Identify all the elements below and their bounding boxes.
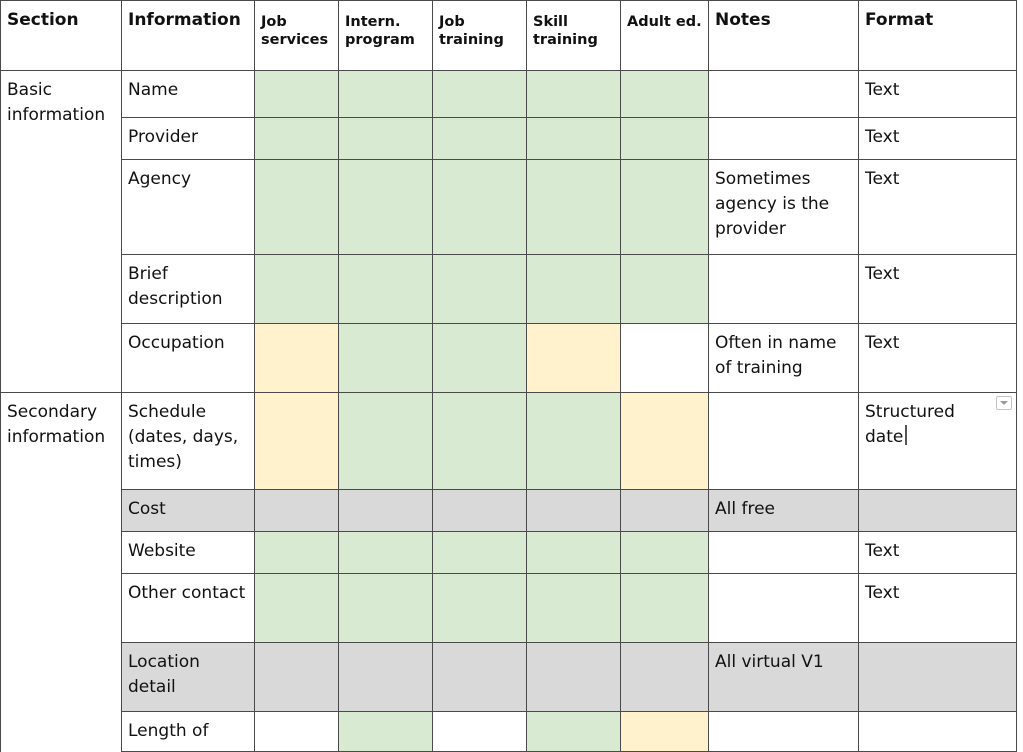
format-cell[interactable]: Text [859,324,1017,393]
status-cell-adult-ed[interactable] [621,712,709,752]
header-adult-ed[interactable]: Adult ed. [621,1,709,71]
status-cell-skill-training[interactable] [527,160,621,255]
status-cell-job-training[interactable] [433,255,527,324]
status-cell-intern-program[interactable] [339,643,433,712]
notes-cell[interactable]: Sometimes agency is the provider [709,160,859,255]
notes-cell[interactable] [709,532,859,574]
text-cursor [905,425,907,445]
status-cell-skill-training[interactable] [527,393,621,490]
status-cell-job-training[interactable] [433,118,527,160]
header-section[interactable]: Section [1,1,122,71]
status-cell-skill-training[interactable] [527,712,621,752]
status-cell-job-training[interactable] [433,71,527,118]
status-cell-job-services[interactable] [255,118,339,160]
status-cell-adult-ed[interactable] [621,574,709,643]
status-cell-adult-ed[interactable] [621,118,709,160]
table-row [1,255,1017,324]
notes-cell[interactable] [709,712,859,752]
section-label: Basic information [7,80,106,125]
header-skill-training[interactable]: Skill training [527,1,621,71]
notes-cell[interactable] [709,393,859,490]
notes-cell[interactable] [709,255,859,324]
information-cell[interactable]: Name [122,71,255,118]
status-cell-intern-program[interactable] [339,574,433,643]
status-cell-job-training[interactable] [433,490,527,532]
status-cell-skill-training[interactable] [527,490,621,532]
status-cell-intern-program[interactable] [339,324,433,393]
status-cell-intern-program[interactable] [339,532,433,574]
information-cell[interactable]: Brief description [122,255,255,324]
format-cell[interactable] [859,393,1017,490]
status-cell-job-services[interactable] [255,490,339,532]
information-cell[interactable]: Length of [122,712,255,752]
status-cell-adult-ed[interactable] [621,71,709,118]
status-cell-job-services[interactable] [255,71,339,118]
table-row [1,490,1017,532]
table-row [1,324,1017,393]
status-cell-job-services[interactable] [255,160,339,255]
notes-cell[interactable]: All free [709,490,859,532]
status-cell-adult-ed[interactable] [621,643,709,712]
header-notes[interactable]: Notes [709,1,859,71]
format-text: Structured date [865,402,955,447]
information-cell[interactable]: Other contact [122,574,255,643]
status-cell-adult-ed[interactable] [621,160,709,255]
information-cell[interactable]: Location detail [122,643,255,712]
section-secondary-information[interactable] [1,393,122,752]
dropdown-arrow-icon[interactable] [996,396,1012,410]
status-cell-skill-training[interactable] [527,574,621,643]
status-cell-job-training[interactable] [433,574,527,643]
table-row [1,393,1017,490]
notes-cell[interactable] [709,71,859,118]
status-cell-intern-program[interactable] [339,71,433,118]
notes-cell[interactable] [709,574,859,643]
table-row [1,71,1017,118]
section-basic-information[interactable] [1,71,122,393]
header-row [1,1,1017,71]
status-cell-skill-training[interactable] [527,255,621,324]
status-cell-job-services[interactable] [255,712,339,752]
notes-cell[interactable]: Often in name of training [709,324,859,393]
format-cell[interactable]: Text [859,118,1017,160]
status-cell-adult-ed[interactable] [621,324,709,393]
status-cell-skill-training[interactable] [527,71,621,118]
status-cell-job-training[interactable] [433,532,527,574]
notes-cell[interactable] [709,118,859,160]
status-cell-intern-program[interactable] [339,160,433,255]
format-cell[interactable]: Text [859,71,1017,118]
information-cell[interactable]: Cost [122,490,255,532]
status-cell-job-services[interactable] [255,643,339,712]
format-cell[interactable]: Text [859,532,1017,574]
information-cell[interactable]: Occupation [122,324,255,393]
status-cell-intern-program[interactable] [339,393,433,490]
status-cell-job-training[interactable] [433,712,527,752]
status-cell-adult-ed[interactable] [621,393,709,490]
table-row [1,712,1017,752]
format-cell[interactable] [859,712,1017,752]
status-cell-job-services[interactable] [255,324,339,393]
header-intern-program[interactable]: Intern. program [339,1,433,71]
status-cell-intern-program[interactable] [339,712,433,752]
section-label: Secondary information [7,402,106,447]
header-format[interactable]: Format [859,1,1017,71]
table-row [1,532,1017,574]
status-cell-intern-program[interactable] [339,118,433,160]
status-cell-job-services[interactable] [255,532,339,574]
notes-cell[interactable]: All virtual V1 [709,643,859,712]
status-cell-job-training[interactable] [433,324,527,393]
format-cell[interactable]: Text [859,255,1017,324]
status-cell-job-training[interactable] [433,643,527,712]
header-job-services[interactable]: Job services [255,1,339,71]
format-cell[interactable] [859,490,1017,532]
status-cell-intern-program[interactable] [339,255,433,324]
status-cell-intern-program[interactable] [339,490,433,532]
format-cell[interactable] [859,643,1017,712]
status-cell-adult-ed[interactable] [621,532,709,574]
status-cell-adult-ed[interactable] [621,255,709,324]
status-cell-job-services[interactable] [255,255,339,324]
status-cell-skill-training[interactable] [527,324,621,393]
table-row [1,118,1017,160]
table-row [1,643,1017,712]
table-row [1,160,1017,255]
format-cell[interactable]: Text [859,574,1017,643]
status-cell-skill-training[interactable] [527,643,621,712]
information-cell[interactable]: Agency [122,160,255,255]
status-cell-skill-training[interactable] [527,118,621,160]
information-cell[interactable]: Provider [122,118,255,160]
status-cell-adult-ed[interactable] [621,490,709,532]
information-cell[interactable]: Schedule (dates, days, times) [122,393,255,490]
table-row [1,574,1017,643]
header-job-training[interactable]: Job training [433,1,527,71]
status-cell-job-services[interactable] [255,574,339,643]
information-cell[interactable]: Website [122,532,255,574]
status-cell-skill-training[interactable] [527,532,621,574]
status-cell-job-services[interactable] [255,393,339,490]
header-information[interactable]: Information [122,1,255,71]
format-cell[interactable]: Text [859,160,1017,255]
status-cell-job-training[interactable] [433,393,527,490]
status-cell-job-training[interactable] [433,160,527,255]
